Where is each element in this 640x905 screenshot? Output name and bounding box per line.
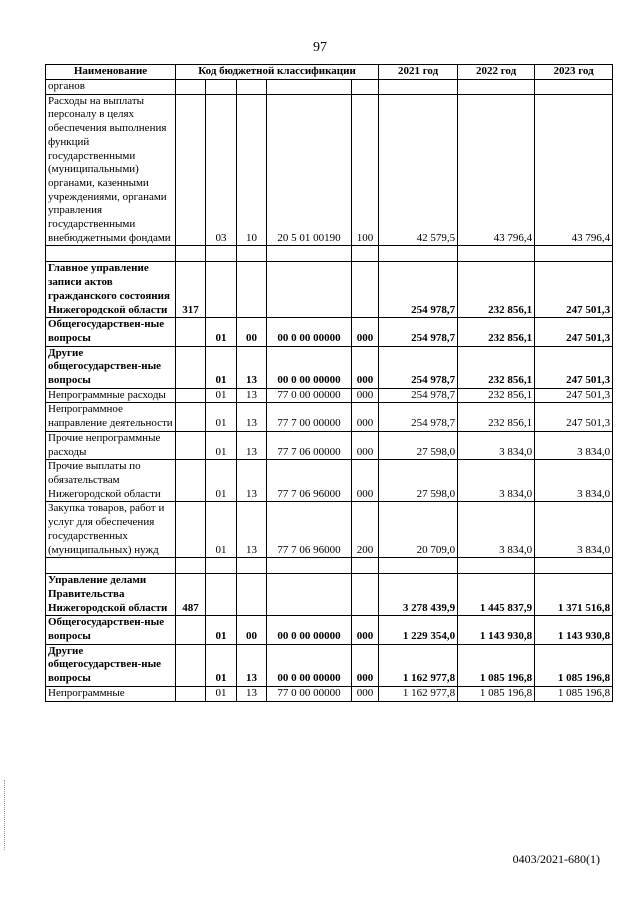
code-expense-type: 000 — [352, 460, 379, 502]
table-body — [46, 80, 613, 702]
code-expense-type: 000 — [352, 346, 379, 388]
amount-2023: 1 371 516,8 — [535, 574, 613, 616]
row-name: Непрограммные — [46, 686, 176, 701]
amount-2022: 3 834,0 — [458, 431, 535, 459]
header-name: Наименование — [46, 65, 176, 80]
code-expense-type: 000 — [352, 616, 379, 644]
amount-2023: 247 501,3 — [535, 388, 613, 403]
code-section — [206, 262, 237, 318]
code-target: 77 7 06 00000 — [267, 431, 352, 459]
table-header-row — [46, 65, 613, 80]
code-admin — [176, 80, 206, 95]
code-target: 77 7 00 00000 — [267, 403, 352, 431]
code-expense-type: 000 — [352, 686, 379, 701]
code-section — [206, 558, 237, 574]
row-name: Главное управление записи актов гражданского состояния Нижегородской области — [46, 262, 176, 318]
row-name: Непрограммное направление деятельности — [46, 403, 176, 431]
amount-2021 — [379, 80, 458, 95]
header-budget-code: Код бюджетной классификации — [176, 65, 379, 80]
amount-2022: 232 856,1 — [458, 403, 535, 431]
amount-2023: 247 501,3 — [535, 318, 613, 346]
amount-2021: 42 579,5 — [379, 94, 458, 246]
amount-2022 — [458, 246, 535, 262]
code-admin — [176, 644, 206, 686]
table-row — [46, 388, 613, 403]
code-subsection — [237, 246, 267, 262]
amount-2021: 27 598,0 — [379, 431, 458, 459]
code-expense-type — [352, 558, 379, 574]
code-section: 01 — [206, 403, 237, 431]
code-admin — [176, 318, 206, 346]
row-name: Непрограммные расходы — [46, 388, 176, 403]
code-subsection — [237, 80, 267, 95]
code-subsection: 13 — [237, 431, 267, 459]
code-admin — [176, 403, 206, 431]
code-section — [206, 574, 237, 616]
code-admin: 317 — [176, 262, 206, 318]
code-section: 01 — [206, 616, 237, 644]
amount-2021: 1 162 977,8 — [379, 644, 458, 686]
code-section: 01 — [206, 346, 237, 388]
table-row — [46, 460, 613, 502]
code-expense-type: 000 — [352, 403, 379, 431]
code-subsection — [237, 262, 267, 318]
scan-edge-mark — [4, 780, 7, 850]
table-row — [46, 346, 613, 388]
code-subsection: 13 — [237, 403, 267, 431]
code-expense-type: 200 — [352, 502, 379, 558]
amount-2023: 247 501,3 — [535, 262, 613, 318]
code-target: 00 0 00 00000 — [267, 616, 352, 644]
code-subsection: 13 — [237, 460, 267, 502]
code-expense-type: 000 — [352, 644, 379, 686]
table-row — [46, 686, 613, 701]
row-name: Управление делами Правительства Нижегородской области — [46, 574, 176, 616]
row-name: Расходы на выплаты персоналу в целях обеспечения выполнения функций государственными (муниципальными) органами, казенными учреждениями, органами управления государственными внебюджетными фондами — [46, 94, 176, 246]
amount-2022: 232 856,1 — [458, 346, 535, 388]
amount-2022: 1 085 196,8 — [458, 644, 535, 686]
code-expense-type: 100 — [352, 94, 379, 246]
row-name — [46, 558, 176, 574]
amount-2021: 20 709,0 — [379, 502, 458, 558]
amount-2023: 247 501,3 — [535, 403, 613, 431]
amount-2022: 232 856,1 — [458, 388, 535, 403]
code-subsection — [237, 558, 267, 574]
table-row — [46, 574, 613, 616]
code-subsection: 13 — [237, 644, 267, 686]
code-subsection: 13 — [237, 502, 267, 558]
amount-2021: 254 978,7 — [379, 346, 458, 388]
table-row — [46, 262, 613, 318]
code-expense-type — [352, 80, 379, 95]
code-target — [267, 558, 352, 574]
code-section: 01 — [206, 502, 237, 558]
code-admin — [176, 346, 206, 388]
amount-2021: 27 598,0 — [379, 460, 458, 502]
amount-2023: 3 834,0 — [535, 502, 613, 558]
code-target: 00 0 00 00000 — [267, 318, 352, 346]
spacer-row — [46, 558, 613, 574]
code-admin — [176, 246, 206, 262]
table-row — [46, 403, 613, 431]
amount-2022: 1 445 837,9 — [458, 574, 535, 616]
code-section: 01 — [206, 318, 237, 346]
row-name: Общегосударствен-ные вопросы — [46, 318, 176, 346]
row-name: Прочие выплаты по обязательствам Нижегородской области — [46, 460, 176, 502]
header-2021: 2021 год — [379, 65, 458, 80]
code-expense-type — [352, 246, 379, 262]
code-target: 77 0 00 00000 — [267, 388, 352, 403]
amount-2021: 254 978,7 — [379, 403, 458, 431]
code-subsection: 13 — [237, 686, 267, 701]
code-target — [267, 262, 352, 318]
code-section: 03 — [206, 94, 237, 246]
amount-2021: 1 229 354,0 — [379, 616, 458, 644]
code-admin — [176, 616, 206, 644]
amount-2022 — [458, 558, 535, 574]
amount-2021: 254 978,7 — [379, 262, 458, 318]
budget-table — [45, 64, 613, 702]
table-row — [46, 431, 613, 459]
row-name: органов — [46, 80, 176, 95]
code-section: 01 — [206, 388, 237, 403]
row-name: Прочие непрограммные расходы — [46, 431, 176, 459]
table-row — [46, 80, 613, 95]
table-row — [46, 318, 613, 346]
amount-2022: 43 796,4 — [458, 94, 535, 246]
spacer-row — [46, 246, 613, 262]
code-admin — [176, 431, 206, 459]
code-subsection — [237, 574, 267, 616]
amount-2023: 3 834,0 — [535, 460, 613, 502]
page-number: 97 — [313, 40, 327, 55]
code-section: 01 — [206, 686, 237, 701]
code-expense-type — [352, 574, 379, 616]
code-subsection: 13 — [237, 346, 267, 388]
amount-2023: 43 796,4 — [535, 94, 613, 246]
code-target — [267, 574, 352, 616]
code-admin — [176, 94, 206, 246]
amount-2023: 1 085 196,8 — [535, 686, 613, 701]
row-name — [46, 246, 176, 262]
amount-2021: 3 278 439,9 — [379, 574, 458, 616]
row-name: Общегосударствен-ные вопросы — [46, 616, 176, 644]
amount-2021: 254 978,7 — [379, 318, 458, 346]
amount-2021: 254 978,7 — [379, 388, 458, 403]
code-admin: 487 — [176, 574, 206, 616]
row-name: Закупка товаров, работ и услуг для обеспечения государственных (муниципальных) нужд — [46, 502, 176, 558]
document-code: 0403/2021-680(1) — [512, 852, 600, 866]
code-target: 20 5 01 00190 — [267, 94, 352, 246]
code-section: 01 — [206, 644, 237, 686]
code-expense-type: 000 — [352, 431, 379, 459]
amount-2021 — [379, 558, 458, 574]
row-name: Другие общегосударствен-ные вопросы — [46, 644, 176, 686]
amount-2023: 247 501,3 — [535, 346, 613, 388]
code-admin — [176, 502, 206, 558]
amount-2022: 3 834,0 — [458, 460, 535, 502]
table-row — [46, 616, 613, 644]
amount-2023: 1 143 930,8 — [535, 616, 613, 644]
amount-2022: 232 856,1 — [458, 318, 535, 346]
code-admin — [176, 460, 206, 502]
amount-2022: 1 085 196,8 — [458, 686, 535, 701]
code-admin — [176, 686, 206, 701]
amount-2021 — [379, 246, 458, 262]
amount-2023 — [535, 80, 613, 95]
table-row — [46, 644, 613, 686]
table-row — [46, 502, 613, 558]
code-subsection: 00 — [237, 318, 267, 346]
code-expense-type: 000 — [352, 318, 379, 346]
code-section — [206, 246, 237, 262]
amount-2021: 1 162 977,8 — [379, 686, 458, 701]
table-row — [46, 94, 613, 246]
code-target: 77 7 06 96000 — [267, 460, 352, 502]
header-2022: 2022 год — [458, 65, 535, 80]
amount-2023 — [535, 558, 613, 574]
code-expense-type — [352, 262, 379, 318]
amount-2022: 3 834,0 — [458, 502, 535, 558]
code-target: 00 0 00 00000 — [267, 644, 352, 686]
code-target — [267, 246, 352, 262]
amount-2022: 1 143 930,8 — [458, 616, 535, 644]
code-target: 77 0 00 00000 — [267, 686, 352, 701]
code-target: 77 7 06 96000 — [267, 502, 352, 558]
code-subsection: 13 — [237, 388, 267, 403]
amount-2023: 3 834,0 — [535, 431, 613, 459]
code-target — [267, 80, 352, 95]
header-2023: 2023 год — [535, 65, 613, 80]
amount-2022 — [458, 80, 535, 95]
code-expense-type: 000 — [352, 388, 379, 403]
code-admin — [176, 558, 206, 574]
code-section — [206, 80, 237, 95]
row-name: Другие общегосударствен-ные вопросы — [46, 346, 176, 388]
code-subsection: 10 — [237, 94, 267, 246]
code-target: 00 0 00 00000 — [267, 346, 352, 388]
code-section: 01 — [206, 460, 237, 502]
amount-2023 — [535, 246, 613, 262]
code-subsection: 00 — [237, 616, 267, 644]
amount-2023: 1 085 196,8 — [535, 644, 613, 686]
amount-2022: 232 856,1 — [458, 262, 535, 318]
code-section: 01 — [206, 431, 237, 459]
code-admin — [176, 388, 206, 403]
